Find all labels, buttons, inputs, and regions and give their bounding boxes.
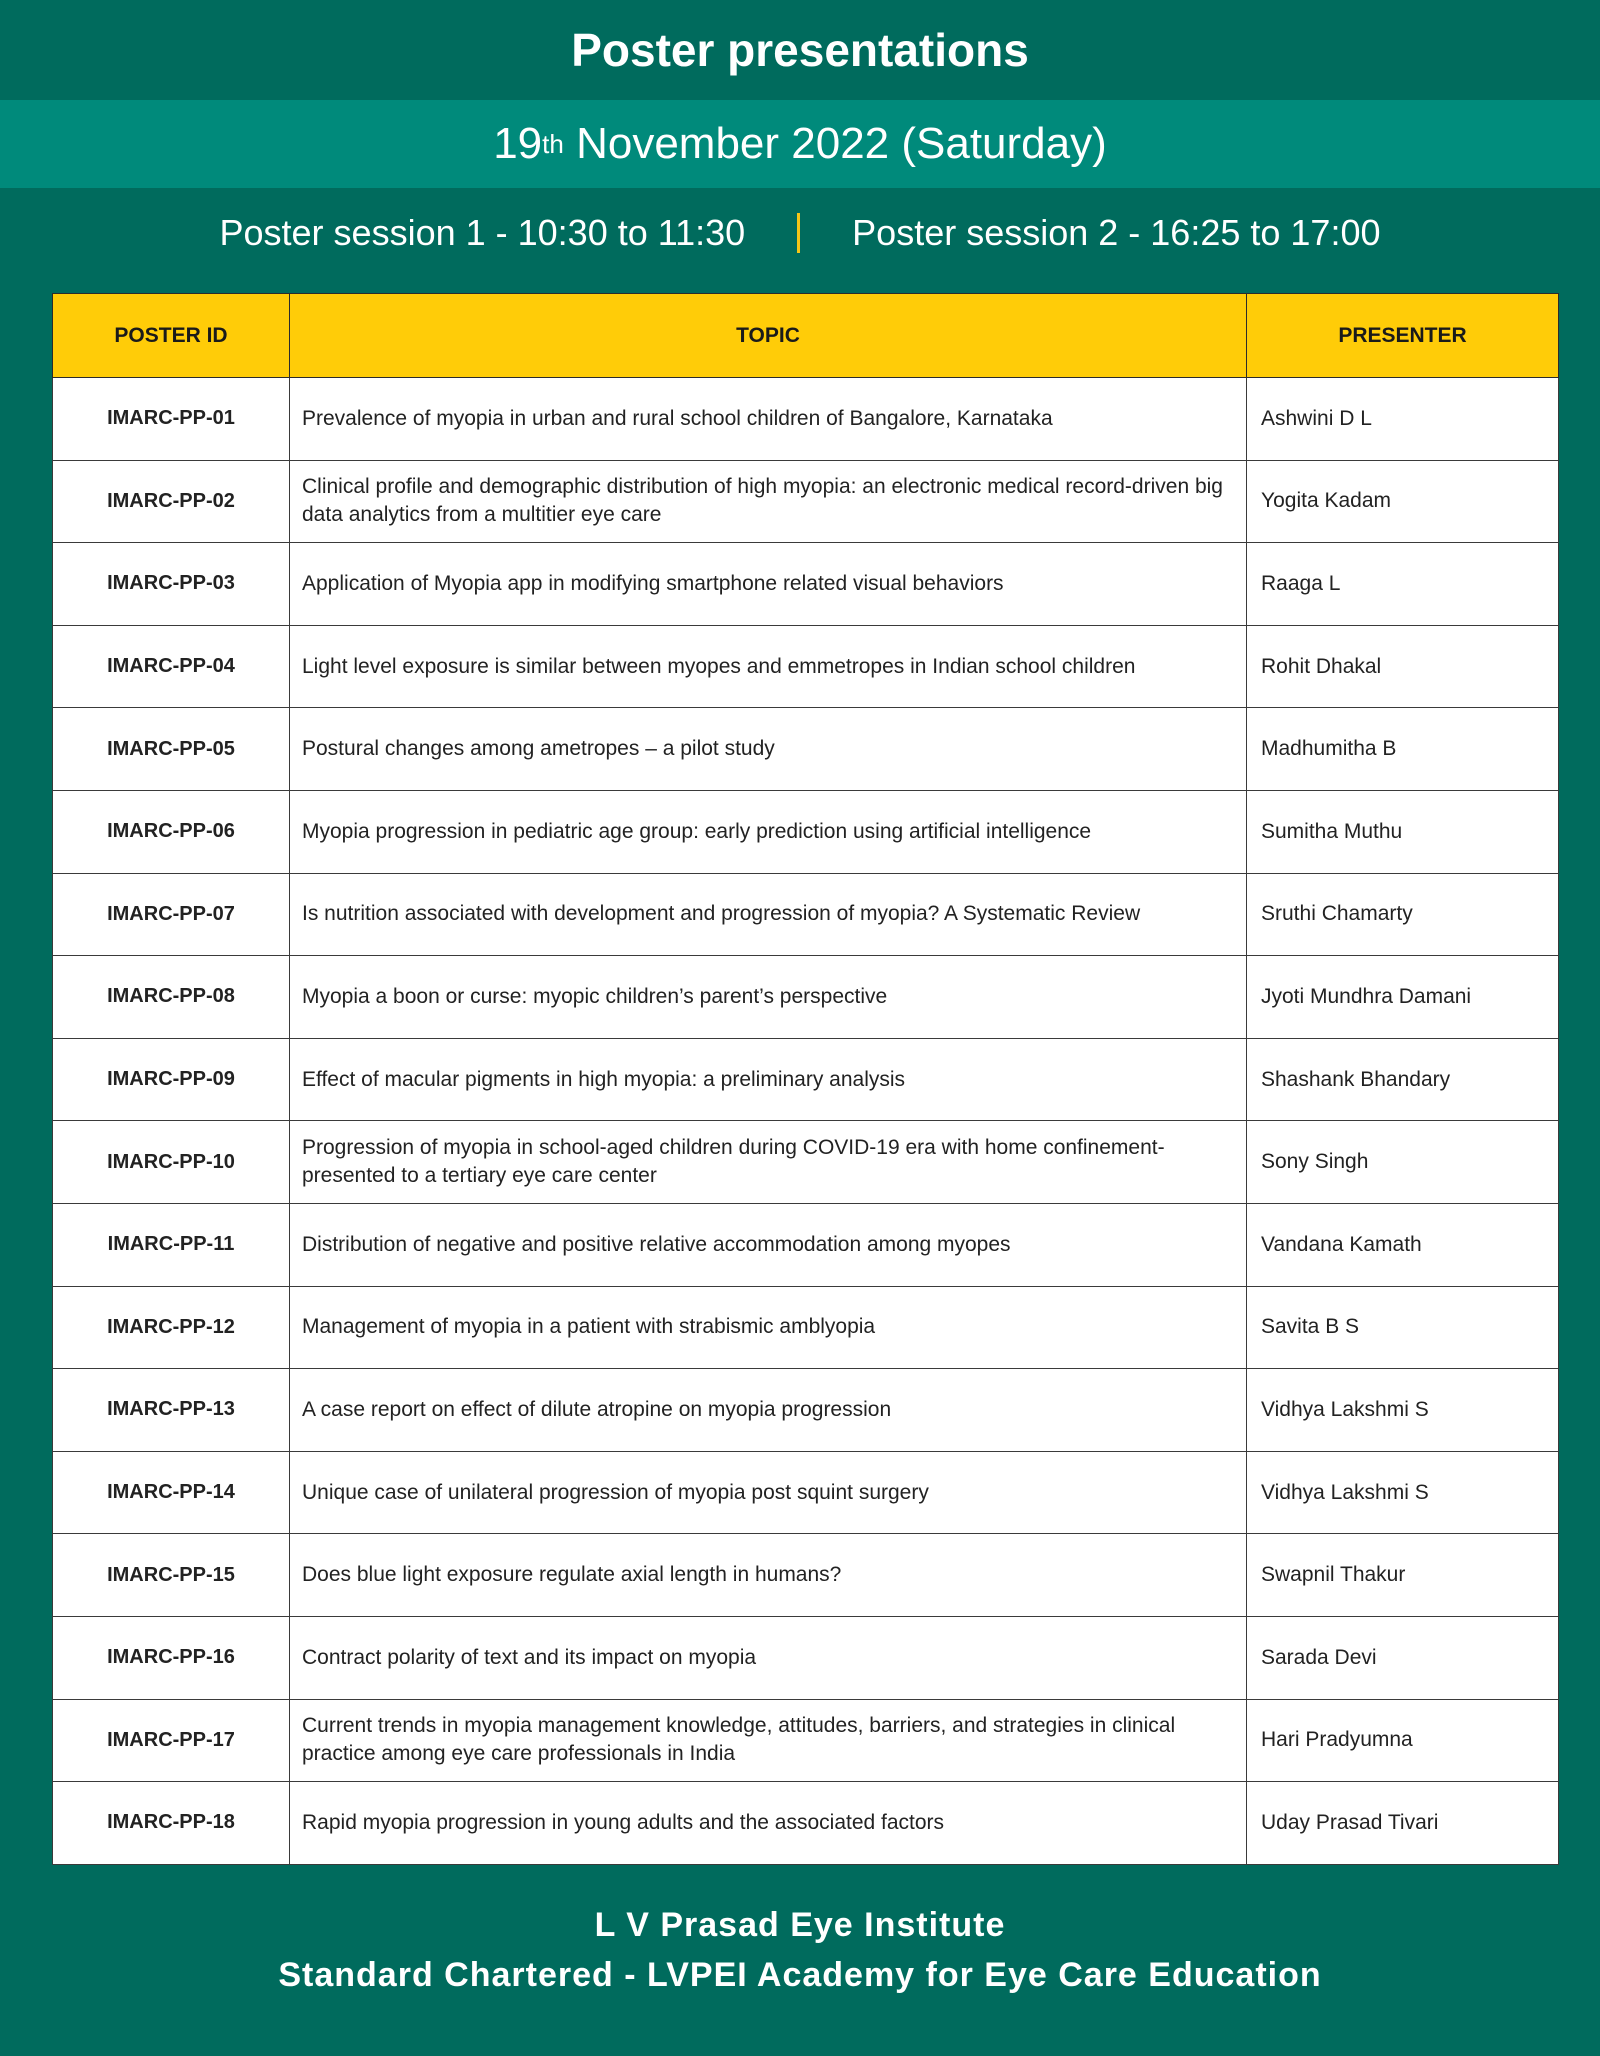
table-row (53, 460, 1559, 543)
topic-cell: Unique case of unilateral progression of myopia post squint surgery (290, 1451, 1247, 1534)
poster-id-cell: IMARC-PP-03 (53, 543, 290, 626)
poster-id-cell: IMARC-PP-06 (53, 790, 290, 873)
presenter-cell: Sruthi Chamarty (1247, 873, 1559, 956)
poster-id-cell: IMARC-PP-04 (53, 625, 290, 708)
poster-id-cell: IMARC-PP-01 (53, 378, 290, 461)
poster-id-cell: IMARC-PP-05 (53, 708, 290, 791)
topic-cell: Myopia a boon or curse: myopic children’s parent’s perspective (290, 956, 1247, 1039)
poster-id-cell: IMARC-PP-02 (53, 460, 290, 543)
poster-id-cell: IMARC-PP-09 (53, 1038, 290, 1121)
table-row (53, 1451, 1559, 1534)
poster-id-cell: IMARC-PP-13 (53, 1369, 290, 1452)
presenter-cell: Sumitha Muthu (1247, 790, 1559, 873)
poster-id-cell: IMARC-PP-14 (53, 1451, 290, 1534)
topic-cell: Effect of macular pigments in high myopia: a preliminary analysis (290, 1038, 1247, 1121)
topic-cell: Current trends in myopia management knowledge, attitudes, barriers, and strategies in clinical practice among eye care professionals in India (290, 1699, 1247, 1782)
presenter-cell: Savita B S (1247, 1286, 1559, 1369)
presenter-cell: Raaga L (1247, 543, 1559, 626)
presenter-cell: Vidhya Lakshmi S (1247, 1369, 1559, 1452)
column-header-topic: TOPIC (290, 294, 1247, 378)
page-title: Poster presentations (571, 24, 1029, 76)
column-header-presenter: PRESENTER (1247, 294, 1559, 378)
topic-cell: Myopia progression in pediatric age group: early prediction using artificial intelligence (290, 790, 1247, 873)
poster-id-cell: IMARC-PP-11 (53, 1203, 290, 1286)
table-header-row (53, 294, 1559, 378)
topic-cell: Rapid myopia progression in young adults and the associated factors (290, 1782, 1247, 1865)
topic-cell: Distribution of negative and positive relative accommodation among myopes (290, 1203, 1247, 1286)
poster-table (52, 293, 1559, 1865)
table-row (53, 378, 1559, 461)
topic-cell: Light level exposure is similar between myopes and emmetropes in Indian school children (290, 625, 1247, 708)
topic-cell: Management of myopia in a patient with strabismic amblyopia (290, 1286, 1247, 1369)
table-row (53, 1203, 1559, 1286)
table-row (53, 1286, 1559, 1369)
table-row (53, 1699, 1559, 1782)
poster-id-cell: IMARC-PP-18 (53, 1782, 290, 1865)
presenter-cell: Vandana Kamath (1247, 1203, 1559, 1286)
presenter-cell: Vidhya Lakshmi S (1247, 1451, 1559, 1534)
topic-cell: Is nutrition associated with development and progression of myopia? A Systematic Review (290, 873, 1247, 956)
date-rest: November 2022 (Saturday) (563, 119, 1107, 168)
date-banner: 19 th November 2022 (Saturday) (0, 100, 1600, 188)
poster-id-cell: IMARC-PP-10 (53, 1121, 290, 1204)
table-row (53, 1534, 1559, 1617)
topic-cell: Postural changes among ametropes – a pilot study (290, 708, 1247, 791)
presenter-cell: Rohit Dhakal (1247, 625, 1559, 708)
table-row (53, 625, 1559, 708)
topic-cell: Application of Myopia app in modifying smartphone related visual behaviors (290, 543, 1247, 626)
topic-cell: Clinical profile and demographic distribution of high myopia: an electronic medical record-driven big data analytics from a multitier eye care (290, 460, 1247, 543)
table-row (53, 956, 1559, 1039)
table-row (53, 790, 1559, 873)
poster-table-container (52, 293, 1558, 1865)
poster-id-cell: IMARC-PP-12 (53, 1286, 290, 1369)
topic-cell: A case report on effect of dilute atropine on myopia progression (290, 1369, 1247, 1452)
topic-cell: Contract polarity of text and its impact on myopia (290, 1616, 1247, 1699)
footer (0, 1900, 1600, 2000)
column-header-poster-id: POSTER ID (53, 294, 290, 378)
presenter-cell: Hari Pradyumna (1247, 1699, 1559, 1782)
table-body (53, 378, 1559, 1865)
table-row (53, 543, 1559, 626)
topic-cell: Progression of myopia in school-aged children during COVID-19 era with home confinement-presented to a tertiary eye care center (290, 1121, 1247, 1204)
poster-id-cell: IMARC-PP-08 (53, 956, 290, 1039)
presenter-cell: Sarada Devi (1247, 1616, 1559, 1699)
footer-academy-name: Standard Chartered - LVPEI Academy for Eye Care Education (278, 1956, 1322, 1994)
table-row (53, 1782, 1559, 1865)
presenter-cell: Uday Prasad Tivari (1247, 1782, 1559, 1865)
table-row (53, 873, 1559, 956)
table-row (53, 1369, 1559, 1452)
presenter-cell: Yogita Kadam (1247, 460, 1559, 543)
table-row (53, 1121, 1559, 1204)
topic-cell: Does blue light exposure regulate axial length in humans? (290, 1534, 1247, 1617)
poster-id-cell: IMARC-PP-17 (53, 1699, 290, 1782)
session-times (0, 200, 1600, 266)
table-row (53, 708, 1559, 791)
footer-institute-name: L V Prasad Eye Institute (594, 1906, 1006, 1944)
presenter-cell: Shashank Bhandary (1247, 1038, 1559, 1121)
presenter-cell: Jyoti Mundhra Damani (1247, 956, 1559, 1039)
session-1-label: Poster session 1 - 10:30 to 11:30 (219, 212, 746, 253)
date-day: 19 (493, 119, 543, 168)
presenter-cell: Sony Singh (1247, 1121, 1559, 1204)
presenter-cell: Ashwini D L (1247, 378, 1559, 461)
presenter-cell: Swapnil Thakur (1247, 1534, 1559, 1617)
topic-cell: Prevalence of myopia in urban and rural school children of Bangalore, Karnataka (290, 378, 1247, 461)
presenter-cell: Madhumitha B (1247, 708, 1559, 791)
session-divider (797, 213, 800, 253)
poster-id-cell: IMARC-PP-07 (53, 873, 290, 956)
table-row (53, 1038, 1559, 1121)
poster-id-cell: IMARC-PP-15 (53, 1534, 290, 1617)
session-2-label: Poster session 2 - 16:25 to 17:00 (852, 212, 1381, 253)
table-row (53, 1616, 1559, 1699)
poster-id-cell: IMARC-PP-16 (53, 1616, 290, 1699)
